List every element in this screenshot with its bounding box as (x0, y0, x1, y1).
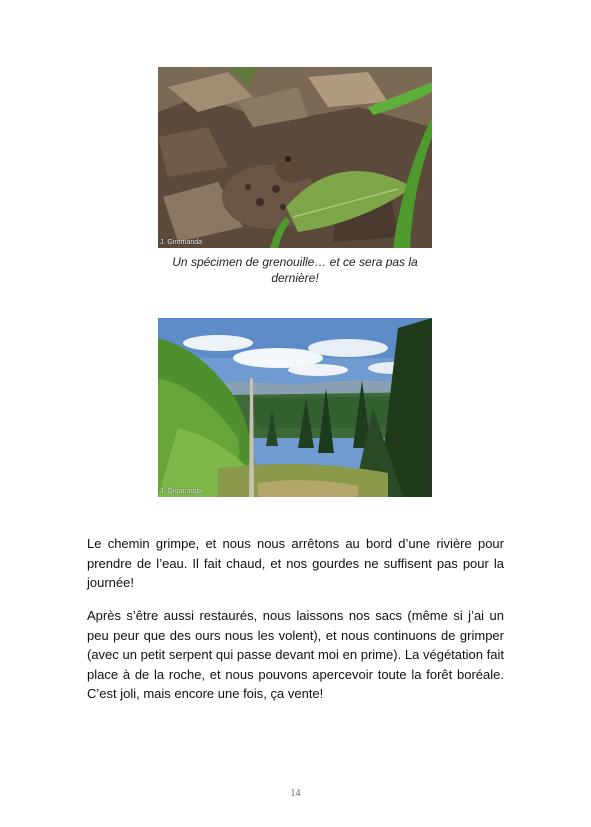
frog-photo (158, 67, 432, 248)
body-paragraph: Après s’être aussi restaurés, nous laissons nos sacs (même si j’ai un peu peur que des ours nous les volent), et nous continuons de grimper (avec un petit serpent qui passe devant moi en prime). La végétation fait place à de la roche, et nous pouvons apercevoir toute la forêt boréale. C’est joli, mais encore une fois, ça vente! (87, 608, 504, 701)
forest-photo (158, 318, 432, 497)
photo-watermark: J. Giromanda (160, 239, 203, 246)
frog-photo-image (158, 67, 432, 248)
body-paragraph: Le chemin grimpe, et nous nous arrêtons au bord d’une rivière pour prendre de l’eau. Il fait chaud, et nos gourdes ne suffisent pas pour la journée! (87, 536, 504, 590)
page-number: 14 (290, 788, 301, 799)
photo-watermark: J. Giromanda (160, 488, 203, 495)
forest-photo-image (158, 318, 432, 497)
frog-photo-caption: Un spécimen de grenouille… et ce sera pas la dernière! (172, 255, 418, 285)
